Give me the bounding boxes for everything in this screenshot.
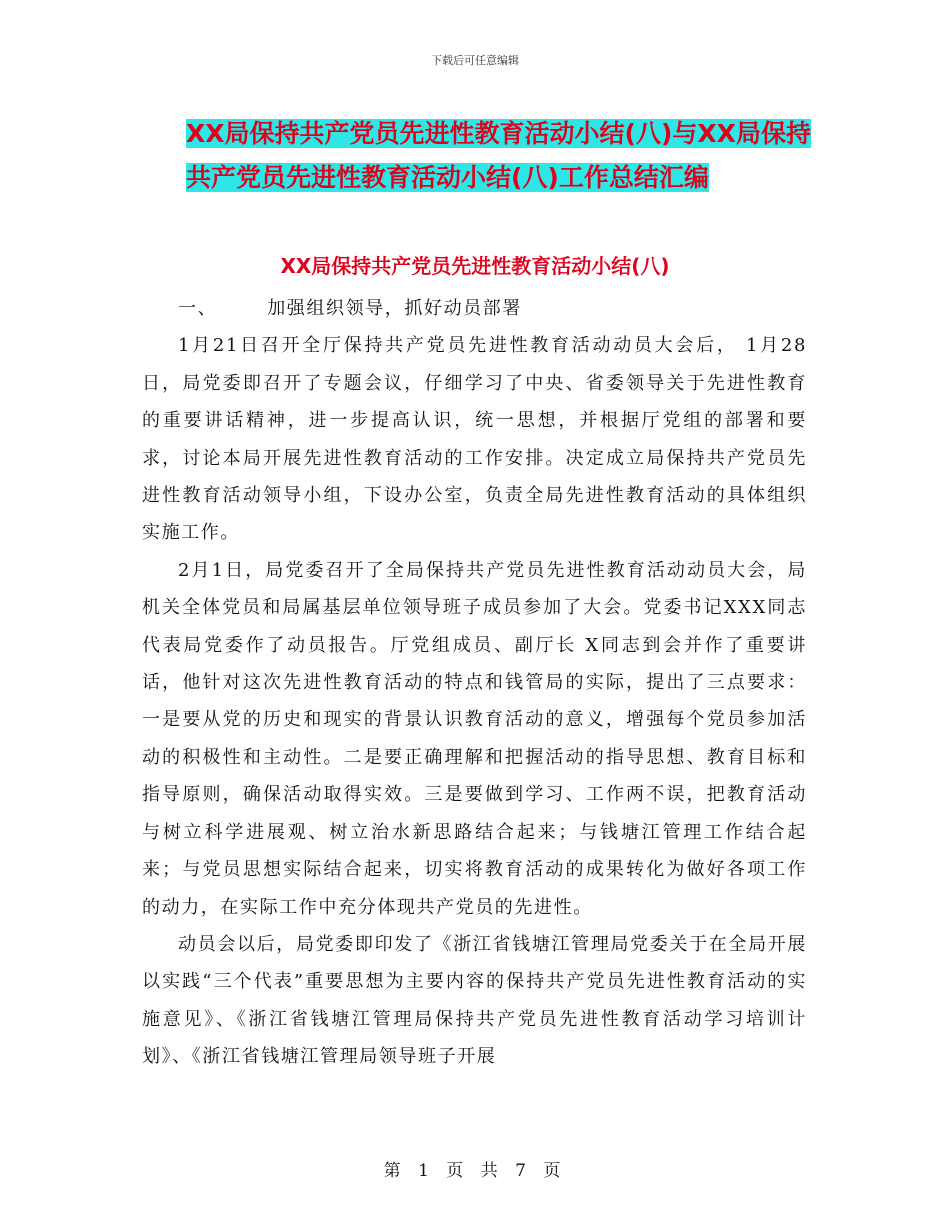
paragraph: 1月21日召开全厅保持共产党员先进性教育活动动员大会后， 1月28日，局党委即召开了专题会议，仔细学习了中央、省委领导关于先进性教育的重要讲话精神，进一步提高认识，统一思想，并根据厅党组的部署和要求，讨论本局开展先进性教育活动的工作安排。决定成立局保持共产党员先进性教育活动领导小组，下设办公室，负责全局先进性教育活动的具体组织实施工作。 bbox=[142, 335, 807, 544]
heading-text: 加强组织领导，抓好动员部署 bbox=[267, 298, 523, 319]
section-heading bbox=[142, 290, 807, 327]
document-title bbox=[186, 112, 826, 200]
document-body bbox=[142, 290, 807, 1076]
paragraph: 动员会以后，局党委即印发了《浙江省钱塘江管理局党委关于在全局开展以实践“三个代表”重要思想为主要内容的保持共产党员先进性教育活动的实施意见》、《浙江省钱塘江管理局保持共产党员先进性教育活动学习培训计划》、《浙江省钱塘江管理局领导班子开展 bbox=[142, 933, 807, 1068]
page-footer: 第 1 页 共 7 页 bbox=[383, 1161, 567, 1181]
paragraph: 2月1日，局党委召开了全局保持共产党员先进性教育活动动员大会，局机关全体党员和局属基层单位领导班子成员参加了大会。党委书记XXX同志代表局党委作了动员报告。厅党组成员、副厅长 X同志到会并作了重要讲话，他针对这次先进性教育活动的特点和钱管局的实际，提出了三点要求：一是要从党的历史和现实的背景认识教育活动的意义，增强每个党员参加活动的积极性和主动性。二是要正确理解和把握活动的指导思想、教育目标和指导原则，确保活动取得实效。三是要做到学习、工作两不误，把教育活动与树立科学进展观、树立治水新思路结合起来；与钱塘江管理工作结合起来；与党员思想实际结合起来，切实将教育活动的成果转化为做好各项工作的动力，在实际工作中充分体现共产党员的先进性。 bbox=[142, 559, 807, 918]
document-title-text: XX局保持共产党员先进性教育活动小结(八)与XX局保持共产党员先进性教育活动小结(八)工作总结汇编 bbox=[186, 119, 811, 192]
section-title: XX局保持共产党员先进性教育活动小结(八) bbox=[280, 254, 670, 278]
heading-number: 一、 bbox=[178, 298, 218, 319]
header-note: 下载后可任意编辑 bbox=[431, 54, 519, 67]
